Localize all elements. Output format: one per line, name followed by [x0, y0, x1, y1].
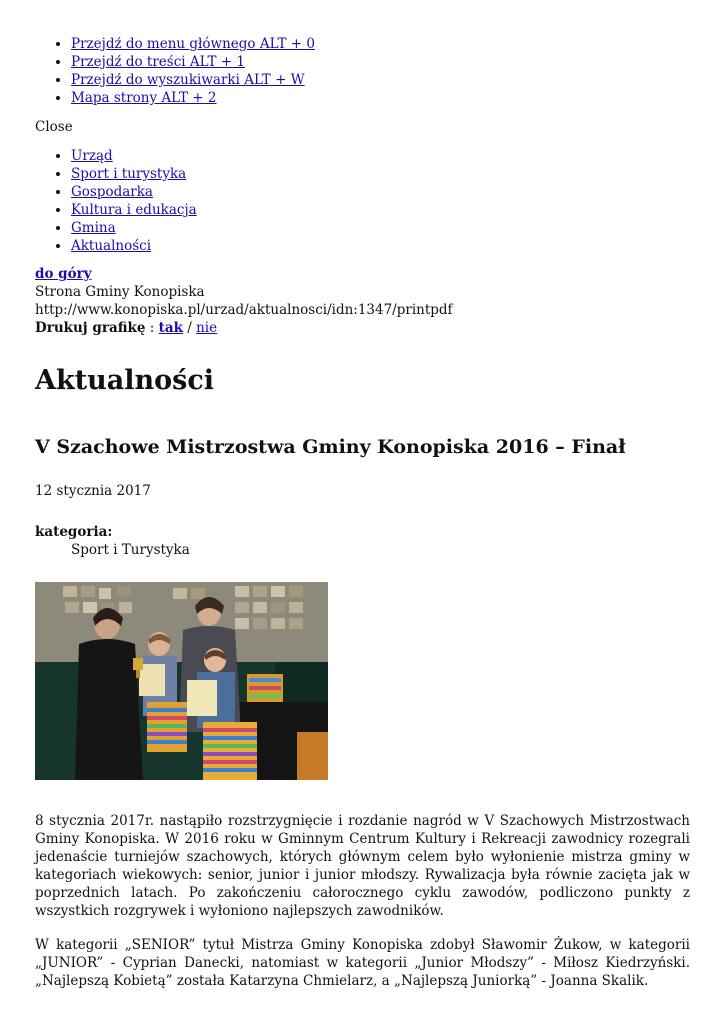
article-paragraph: 8 stycznia 2017r. nastąpiło rozstrzygnięcie i rozdanie nagród w V Szachowych Mistrzostwach Gminy Konopiska. W 2016 roku w Gminnym Centrum Kultury i Rekreacji zawodnicy rozegrali jedenaście turniejów szachowych, których głównym celem było wyłonienie mistrza gminy w kategoriach wiekowych: senior, junior i junior młodszy. Rywalizacja była równie zacięta jak w poprzednich latach. Po zakończeniu całorocznego cyklu zawodów, podliczono punkty z wszystkich rozgrywek i wyłoniono najlepszych zawodników. — [35, 813, 690, 919]
section-title: Aktualności — [35, 365, 215, 396]
skip-to-search-link[interactable]: Przejdź do wyszukiwarki ALT + W — [71, 72, 305, 88]
nav-item — [71, 147, 690, 165]
site-name: Strona Gminy Konopiska — [35, 284, 205, 300]
print-colon: : — [149, 320, 155, 336]
print-graphics-label: Drukuj grafikę — [35, 320, 146, 336]
article-paragraph: W kategorii „SENIOR” tytuł Mistrza Gminy Konopiska zdobył Sławomir Żukow, w kategorii „JUNIOR” - Cyprian Danecki, natomiast w kategorii „Junior Młodszy” - Miłosz Kiedrzyński. „Najlepszą Kobietą” została Katarzyna Chmielarz, a „Najlepszą Juniorką” - Joanna Skalik. — [35, 937, 690, 989]
print-yes-link[interactable]: tak — [158, 320, 183, 336]
skip-to-menu-link[interactable]: Przejdź do menu głównego ALT + 0 — [71, 36, 315, 52]
skip-link-item — [71, 53, 690, 71]
category-value: Sport i Turystyka — [71, 542, 190, 558]
nav-item — [71, 201, 690, 219]
nav-item — [71, 183, 690, 201]
nav-item — [71, 237, 690, 255]
skip-link-item — [71, 35, 690, 53]
nav-item — [71, 219, 690, 237]
back-to-top-link[interactable]: do góry — [35, 266, 92, 282]
nav-item — [71, 165, 690, 183]
nav-link-urzad[interactable]: Urząd — [71, 148, 113, 164]
skip-link-item — [71, 71, 690, 89]
print-graphics-row — [35, 319, 690, 337]
nav-link-gmina[interactable]: Gmina — [71, 220, 116, 236]
skip-to-content-link[interactable]: Przejdź do treści ALT + 1 — [71, 54, 245, 70]
article-photo — [35, 582, 328, 780]
nav-link-gospodarka[interactable]: Gospodarka — [71, 184, 153, 200]
nav-link-kultura[interactable]: Kultura i edukacja — [71, 202, 197, 218]
close-button[interactable]: Close — [35, 119, 73, 135]
article-date: 12 stycznia 2017 — [35, 483, 151, 499]
sitemap-link[interactable]: Mapa strony ALT + 2 — [71, 90, 217, 106]
article-title: V Szachowe Mistrzostwa Gminy Konopiska 2016 – Finał — [35, 436, 626, 458]
award-ceremony-photo — [35, 582, 328, 780]
print-no-link[interactable]: nie — [196, 320, 218, 336]
article-body — [35, 812, 690, 990]
article-category — [35, 523, 690, 559]
page-url: http://www.konopiska.pl/urzad/aktualnosci/idn:1347/printpdf — [35, 302, 453, 318]
skip-links — [35, 35, 690, 107]
category-label: kategoria: — [35, 524, 113, 540]
skip-link-item — [71, 89, 690, 107]
nav-link-aktualnosci[interactable]: Aktualności — [71, 238, 152, 254]
main-nav — [35, 147, 690, 255]
print-separator: / — [187, 320, 192, 336]
nav-link-sport[interactable]: Sport i turystyka — [71, 166, 187, 182]
